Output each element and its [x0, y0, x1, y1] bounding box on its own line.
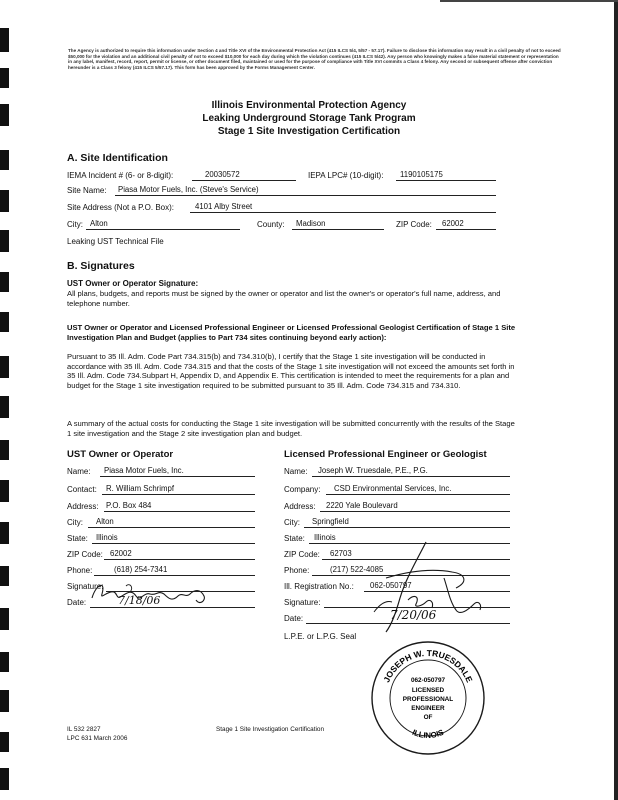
binder-mark — [0, 608, 9, 630]
city-line — [86, 229, 240, 230]
engineer-phone-field[interactable]: (217) 522-4085 — [330, 565, 384, 574]
site-name-line — [115, 195, 496, 196]
owner-name-line — [100, 476, 255, 477]
seal-line-engineer: ENGINEER — [411, 705, 445, 712]
certification-heading: UST Owner or Operator and Licensed Professional Engineer or Licensed Professional Geologist Certification of Stage 1 Site Investigation Plan and Budget (applies to Part 734 sites continuing beyond early action): — [67, 323, 516, 342]
owner-zip-field[interactable]: 62002 — [110, 549, 132, 558]
binder-mark — [0, 68, 9, 88]
engineer-company-label: Company: — [284, 485, 321, 494]
owner-city-field[interactable]: Alton — [96, 517, 114, 526]
owner-name-field[interactable]: Piasa Motor Fuels, Inc. — [104, 466, 184, 475]
owner-signature-text: All plans, budgets, and reports must be signed by the owner or operator and list the owner's or operator's full name, address, and telephone number. — [67, 289, 501, 308]
owner-zip-line — [104, 559, 255, 560]
binder-mark — [0, 566, 9, 586]
engineer-heading: Licensed Professional Engineer or Geologist — [284, 449, 487, 460]
binder-mark — [0, 440, 9, 460]
seal-line-of: OF — [423, 714, 433, 721]
incident-field[interactable]: 20030572 — [205, 170, 240, 179]
owner-city-label: City: — [67, 518, 83, 527]
binder-mark — [0, 150, 9, 170]
section-a-heading: A. Site Identification — [67, 152, 168, 164]
seal-line-professional: PROFESSIONAL — [402, 696, 454, 703]
incident-label: IEMA Incident # (6- or 8-digit): — [67, 171, 174, 180]
engineer-state-label: State: — [284, 534, 305, 543]
binder-mark — [0, 28, 9, 52]
engineer-state-field[interactable]: Illinois — [314, 533, 336, 542]
seal-line-licensed: LICENSED — [411, 687, 445, 694]
city-field[interactable]: Alton — [90, 219, 108, 228]
engineer-date-label: Date: — [284, 614, 304, 623]
engineer-date-field[interactable]: 7/20/06 — [390, 608, 437, 622]
owner-address-line — [104, 511, 255, 512]
county-field[interactable]: Madison — [296, 219, 326, 228]
owner-state-line — [92, 543, 255, 544]
binder-mark — [0, 690, 9, 712]
seal-state: ILLINOIS — [410, 727, 446, 741]
owner-phone-field[interactable]: (618) 254-7341 — [114, 565, 168, 574]
engineer-zip-label: ZIP Code: — [284, 550, 320, 559]
engineer-company-line — [326, 494, 510, 495]
owner-date-field[interactable]: 7/18/06 — [118, 594, 161, 607]
engineer-phone-label: Phone: — [284, 566, 310, 575]
incident-line — [192, 180, 296, 181]
binder-mark — [0, 190, 9, 212]
tech-file-label: Leaking UST Technical File — [67, 237, 164, 246]
scan-edge — [440, 0, 618, 2]
engineer-signature — [356, 538, 506, 638]
engineer-name-line — [312, 476, 510, 477]
city-label: City: — [67, 220, 83, 229]
footer-form-code: IL 532 2827 — [67, 726, 101, 733]
site-name-label: Site Name: — [67, 186, 107, 195]
agency-name: Illinois Environmental Protection Agency — [211, 100, 407, 111]
site-address-label: Site Address (Not a P.O. Box): — [67, 203, 175, 212]
engineer-address-line — [320, 511, 510, 512]
site-name-field[interactable]: Piasa Motor Fuels, Inc. (Steve's Service) — [118, 185, 259, 194]
binder-mark — [0, 230, 9, 252]
seal-name: JOSEPH W. TRUESDALE — [381, 647, 475, 684]
lpc-field[interactable]: 1190105175 — [400, 170, 443, 179]
engineer-address-label: Address: — [284, 502, 316, 511]
engineer-registration-field[interactable]: 062-050797 — [370, 581, 412, 590]
owner-signature-heading: UST Owner or Operator Signature: — [67, 279, 199, 288]
owner-address-field[interactable]: P.O. Box 484 — [106, 501, 152, 510]
form-title: Stage 1 Site Investigation Certification — [217, 126, 401, 137]
engineer-city-line — [304, 527, 510, 528]
owner-signature-label: Signature: — [67, 582, 104, 591]
binder-mark — [0, 522, 9, 544]
owner-heading: UST Owner or Operator — [67, 449, 174, 460]
county-label: County: — [257, 220, 285, 229]
site-address-line — [190, 212, 496, 213]
legal-notice: The Agency is authorized to require this information under Section 4 and Title XVI of the Environmental Protection Act (415 ILCS 5/4, 5/57 - 57.17). Failure to disclose this information may result in a civil penalty of not to exceed $50,000 for the violation and an additional civil penalty of not to exceed $10,000 for each day during which the violation continues (415 ILCS 5/42). Any person who knowingly makes a false material statement or representation in any label, manifest, record, report, permit or license, or other document filed, maintained or used for the purpose of compliance with Title XVI commits a Class 4 felony. Any second or subsequent offense after conviction hereunder is a Class 3 felony (415 ILCS 5/57.17). This form has been approved by the Forms Management Center. — [68, 48, 561, 70]
owner-name-label: Name: — [67, 467, 91, 476]
zip-label: ZIP Code: — [396, 220, 432, 229]
binder-mark — [0, 272, 9, 292]
binder-mark — [0, 480, 9, 502]
owner-contact-label: Contact: — [67, 485, 97, 494]
cost-summary-text: A summary of the actual costs for conducting the Stage 1 site investigation will be submitted concurrently with the results of the Stage 1 site investigation and the Stage 2 site investigation plan and budget. — [67, 419, 515, 438]
owner-address-label: Address: — [67, 502, 99, 511]
lpc-line — [396, 180, 496, 181]
owner-state-field[interactable]: Illinois — [96, 533, 118, 542]
owner-city-line — [88, 527, 255, 528]
engineer-address-field[interactable]: 2220 Yale Boulevard — [326, 501, 398, 510]
engineer-city-field[interactable]: Springfield — [312, 517, 349, 526]
binder-mark — [0, 356, 9, 378]
footer-title: Stage 1 Site Investigation Certification — [216, 726, 324, 733]
certification-text: Pursuant to 35 Ill. Adm. Code Part 734.315(b) and 734.310(b), I certify that the Stage 1 site investigation will be conducted in accordance with 35 Ill. Adm. Code 734.315 and that the costs of the Stage 1 site investigation will not exceed the amounts set forth in 35 Ill. Adm. Code 734.Subpart H, Appendix D, and Appendix E. This certification is intended to meet the requirements for a plan and budget for the Stage 1 site investigation required to be submitted pursuant to 35 Ill. Adm. Code 734.315 and 734.310. — [67, 352, 515, 391]
binder-mark — [0, 396, 9, 418]
engineer-city-label: City: — [284, 518, 300, 527]
engineer-seal — [368, 638, 488, 758]
engineer-seal-label: L.P.E. or L.P.G. Seal — [284, 632, 357, 641]
owner-date-label: Date: — [67, 598, 87, 607]
zip-line — [436, 229, 496, 230]
engineer-registration-label: Ill. Registration No.: — [284, 582, 354, 591]
binder-mark — [0, 768, 9, 790]
footer-lpc: LPC 631 March 2006 — [67, 735, 128, 742]
site-address-field[interactable]: 4101 Alby Street — [195, 202, 253, 211]
owner-phone-label: Phone: — [67, 566, 93, 575]
engineer-name-label: Name: — [284, 467, 308, 476]
engineer-name-field[interactable]: Joseph W. Truesdale, P.E., P.G. — [318, 466, 428, 475]
seal-number: 062-050797 — [410, 677, 446, 684]
binder-mark — [0, 312, 9, 332]
binder-mark — [0, 732, 9, 752]
zip-field[interactable]: 62002 — [442, 219, 464, 228]
program-name: Leaking Underground Storage Tank Program — [202, 113, 416, 124]
county-line — [292, 229, 384, 230]
engineer-zip-field[interactable]: 62703 — [330, 549, 352, 558]
lpc-label: IEPA LPC# (10-digit): — [308, 171, 384, 180]
section-b-heading: B. Signatures — [67, 260, 135, 272]
owner-state-label: State: — [67, 534, 88, 543]
owner-signature — [86, 576, 226, 616]
owner-contact-line — [102, 494, 255, 495]
binder-mark — [0, 652, 9, 672]
engineer-company-field[interactable]: CSD Environmental Services, Inc. — [334, 484, 452, 493]
engineer-signature-label: Signature: — [284, 598, 321, 607]
owner-contact-field[interactable]: R. William Schrimpf — [106, 484, 175, 493]
owner-zip-label: ZIP Code: — [67, 550, 103, 559]
